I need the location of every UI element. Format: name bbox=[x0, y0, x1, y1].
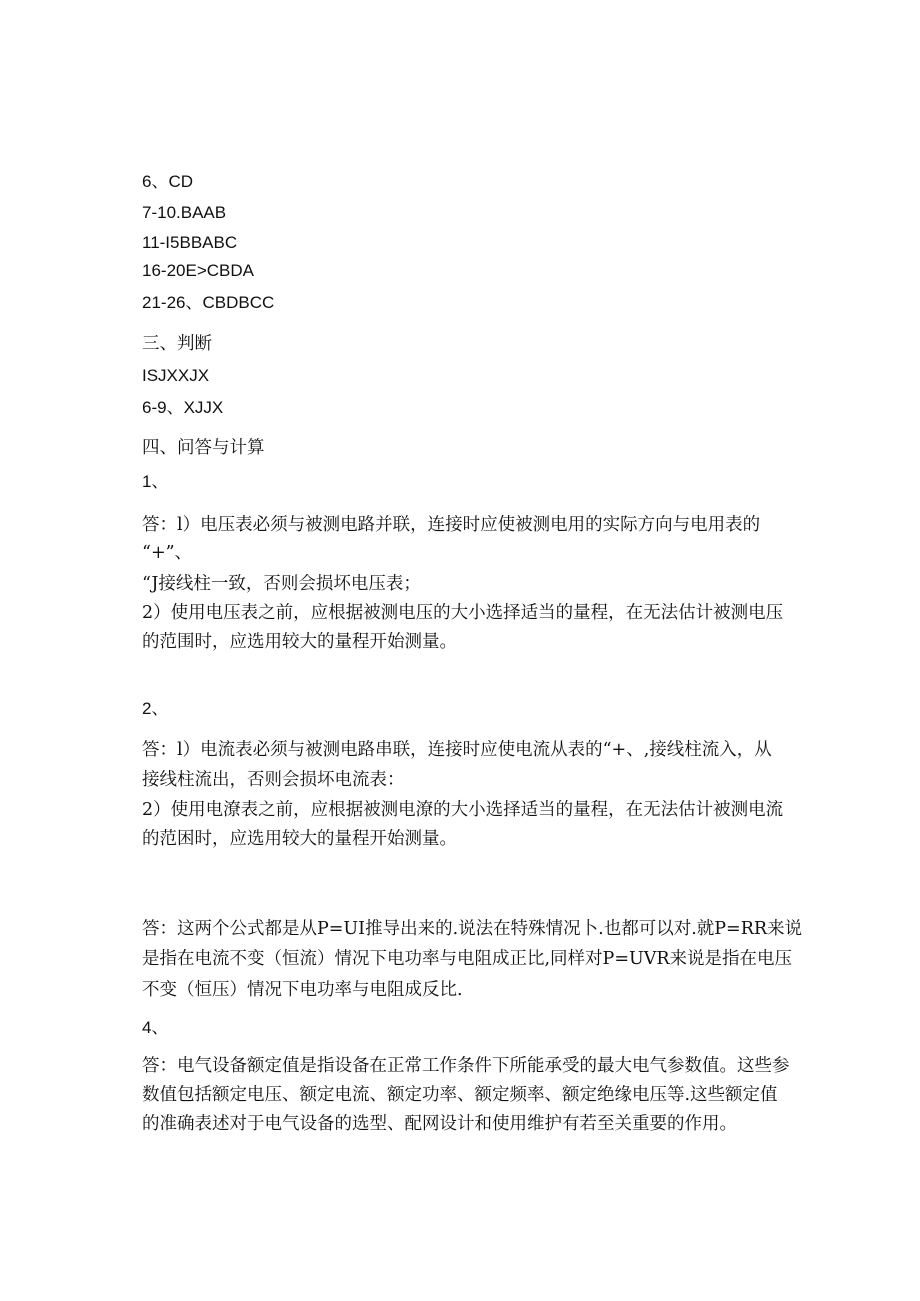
answer-line-21-26: 21-26、CBDBCC bbox=[142, 293, 275, 312]
judgement-line-2: 6-9、XJJX bbox=[142, 398, 224, 417]
question-4-line-2: 数值包括额定电压、额定电流、额定功率、额定频率、额定绝缘电压等.这些额定值 bbox=[142, 1085, 778, 1105]
question-4-number: 4、 bbox=[142, 1018, 169, 1037]
section-three-heading: 三、判断 bbox=[142, 334, 212, 354]
question-2-number: 2、 bbox=[142, 699, 169, 718]
question-2-line-2: 接线柱流出，否则会损坏电流表： bbox=[142, 770, 405, 790]
question-2-line-1: 答：l）电流表必须与被测电路串联，连接时应使电流从表的“+、,接线柱流入，从 bbox=[142, 740, 772, 760]
question-1-number: 1、 bbox=[142, 472, 169, 491]
question-4-line-3: 的准确表述对于电气设备的选型、配网设计和使用维护有若至关重要的作用。 bbox=[142, 1114, 737, 1134]
question-1-line-2: “+”、 bbox=[142, 543, 193, 563]
question-1-line-3: “J接线柱一致，否则会损坏电压表； bbox=[142, 574, 421, 594]
question-3-line-1: 答：这两个公式都是从P=UI推导出来的.说法在特殊情况卜.也都可以对.就P=RR来说 bbox=[142, 919, 803, 939]
section-four-heading: 四、问答与计算 bbox=[142, 438, 265, 458]
question-2-line-4: 的范困时，应选用较大的量程开始测量。 bbox=[142, 829, 457, 849]
question-3-line-2: 是指在电流不变（恒流）情况下电功率与电阻成正比,同样对P=UVR来说是指在电压 bbox=[142, 949, 793, 969]
answer-line-11-15: 11-I5BBABC bbox=[142, 233, 238, 252]
question-2-line-3: 2）使用电潦表之前，应根据被测电潦的大小选择适当的量程，在无法估计被测电流 bbox=[142, 800, 784, 820]
question-4-line-1: 答：电气设备额定值是指设备在正常工作条件下所能承受的最大电气参数值。这些参 bbox=[142, 1056, 790, 1076]
answer-line-7-10: 7-10.BAAB bbox=[142, 203, 227, 222]
question-1-line-1: 答：l）电压表必须与被测电路并联，连接时应使被测电用的实际方向与电用表的 bbox=[142, 515, 761, 535]
answer-line-16-20: 16-20E>CBDA bbox=[142, 261, 254, 280]
answer-line-6: 6、CD bbox=[142, 172, 194, 191]
judgement-line-1: ISJXXJX bbox=[142, 366, 210, 385]
question-3-line-3: 不变（恒压）情况下电功率与电阻成反比. bbox=[142, 980, 463, 1000]
question-1-line-5: 的范围时，应选用较大的量程开始测量。 bbox=[142, 632, 457, 652]
question-1-line-4: 2）使用电压表之前，应根据被测电压的大小选择适当的量程，在无法估计被测电压 bbox=[142, 603, 784, 623]
